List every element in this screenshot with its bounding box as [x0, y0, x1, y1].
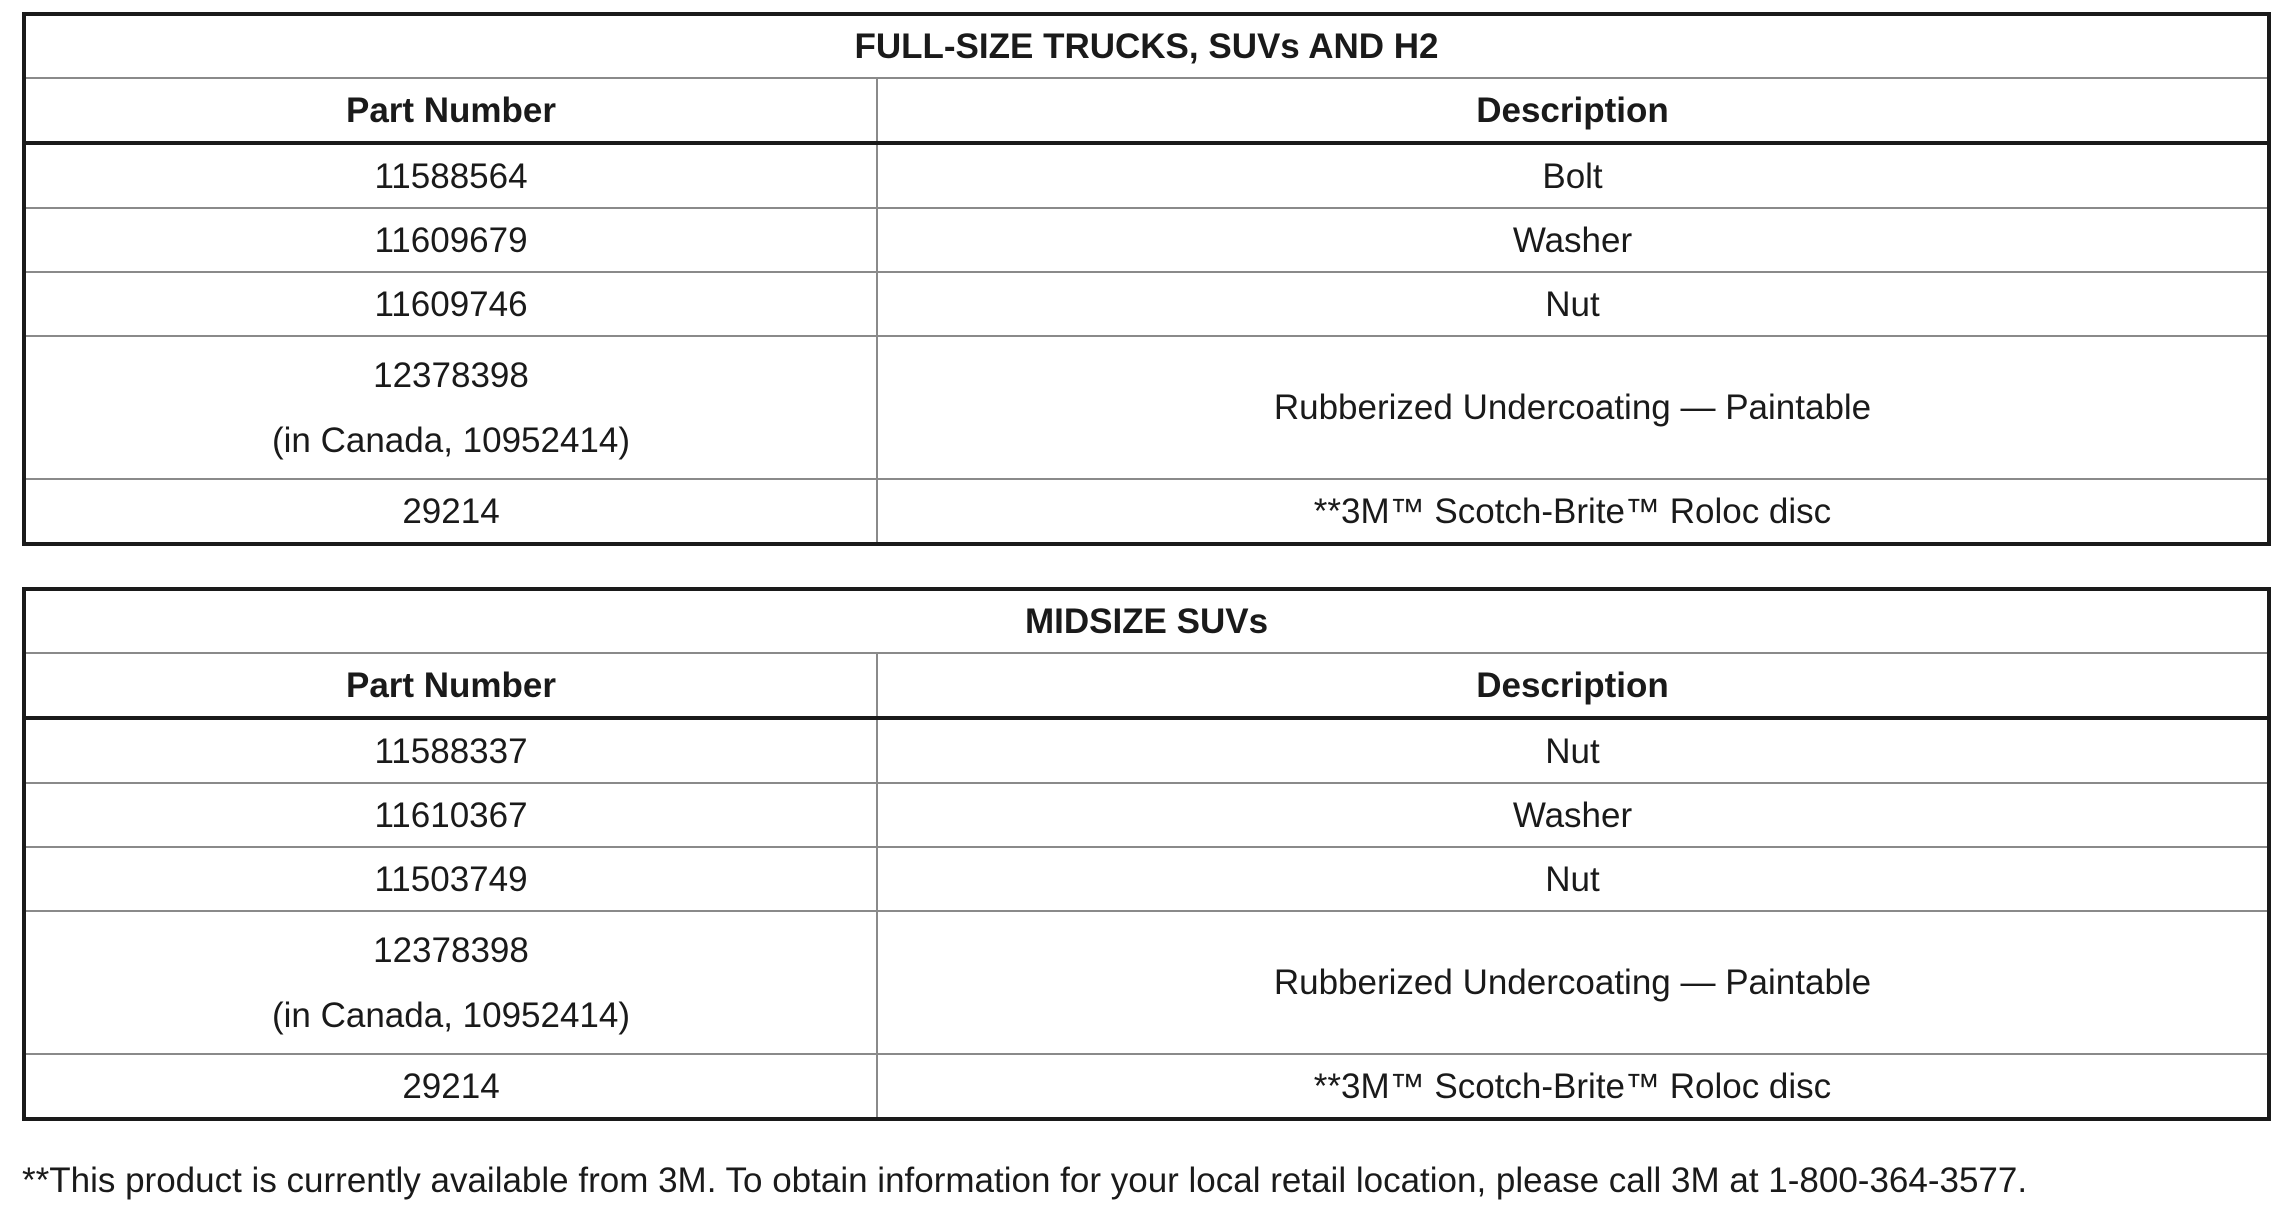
part-number-cell	[24, 911, 877, 1054]
table-header-row	[24, 78, 2269, 143]
table-title-row	[24, 14, 2269, 78]
table-row	[24, 479, 2269, 544]
part-number-cell: 11588564	[24, 143, 877, 208]
part-number-cell: 11588337	[24, 718, 877, 783]
part-number-cell: 11503749	[24, 847, 877, 911]
description-cell: Nut	[877, 272, 2269, 336]
description-header: Description	[877, 78, 2269, 143]
description-cell: Bolt	[877, 143, 2269, 208]
description-cell: Washer	[877, 783, 2269, 847]
table-title: FULL-SIZE TRUCKS, SUVs AND H2	[24, 14, 2269, 78]
table-row	[24, 847, 2269, 911]
midsize-parts-table	[22, 587, 2271, 1121]
table-title: MIDSIZE SUVs	[24, 589, 2269, 653]
part-number-cell: 11610367	[24, 783, 877, 847]
table-row	[24, 143, 2269, 208]
part-number-cell: 11609679	[24, 208, 877, 272]
table-row	[24, 272, 2269, 336]
part-number: 12378398	[373, 355, 529, 395]
footnote: **This product is currently available from 3M. To obtain information for your local retail location, please call 3M at 1-800-364-3577.	[22, 1161, 2028, 1200]
description-cell: Rubberized Undercoating — Paintable	[877, 911, 2269, 1054]
description-cell: Nut	[877, 718, 2269, 783]
table-row	[24, 783, 2269, 847]
part-number-header: Part Number	[24, 78, 877, 143]
table-row	[24, 1054, 2269, 1119]
table-title-row	[24, 589, 2269, 653]
table-row	[24, 911, 2269, 1054]
part-number-header: Part Number	[24, 653, 877, 718]
part-number-cell	[24, 336, 877, 479]
table-header-row	[24, 653, 2269, 718]
table-row	[24, 718, 2269, 783]
description-cell: Nut	[877, 847, 2269, 911]
description-header: Description	[877, 653, 2269, 718]
description-cell: **3M™ Scotch-Brite™ Roloc disc	[877, 479, 2269, 544]
description-cell: Rubberized Undercoating — Paintable	[877, 336, 2269, 479]
canada-part-note: (in Canada, 10952414)	[271, 995, 631, 1035]
table-row	[24, 336, 2269, 479]
part-number-cell: 29214	[24, 479, 877, 544]
canada-part-note: (in Canada, 10952414)	[271, 420, 631, 460]
part-number: 12378398	[373, 930, 529, 970]
fullsize-parts-table	[22, 12, 2271, 546]
part-number-cell: 29214	[24, 1054, 877, 1119]
description-cell: Washer	[877, 208, 2269, 272]
description-cell: **3M™ Scotch-Brite™ Roloc disc	[877, 1054, 2269, 1119]
part-number-cell: 11609746	[24, 272, 877, 336]
table-row	[24, 208, 2269, 272]
